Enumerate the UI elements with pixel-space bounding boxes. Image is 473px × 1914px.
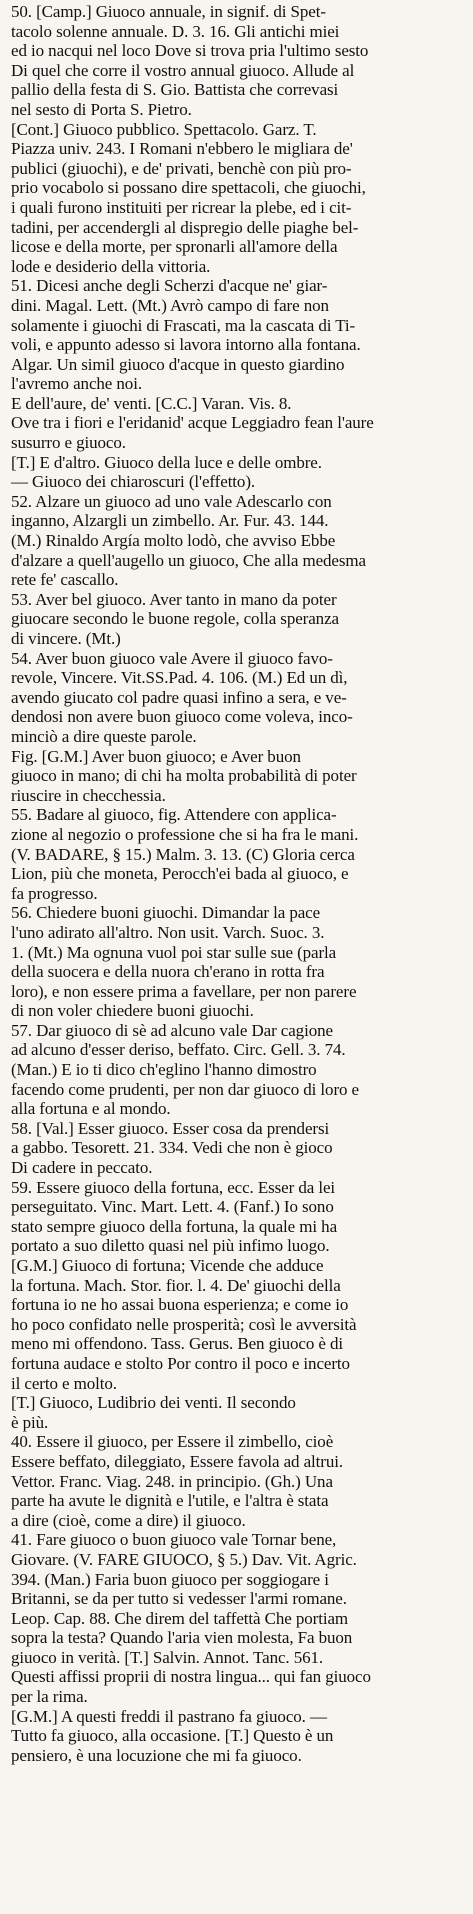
text-line: pensiero, è una locuzione che mi fa giuoco. (11, 1745, 302, 1765)
text-line: Algar. Un simil giuoco d'acque in questo giardino (11, 354, 345, 374)
text-line: loro), e non essere prima a favellare, per non parere (11, 981, 357, 1001)
text-line: [G.M.] Giuoco di fortuna; Vicende che adduce (11, 1256, 324, 1275)
text-line: facendo come prudenti, per non dar giuoco di loro e (11, 1079, 359, 1099)
text-line: avendo giucato col padre quasi infino a sera, e ve- (11, 687, 347, 707)
text-line: Essere beffato, dileggiato, Essere favola ad altrui. (11, 1451, 343, 1471)
text-line: 54. Aver buon giuoco vale Avere il giuoco favo- (11, 648, 333, 668)
text-line: prio vocabolo si possano dire spettacoli, che giuochi, (11, 178, 366, 198)
text-line: dendosi non avere buon giuoco come voleva, inco- (11, 707, 353, 727)
text-line: per la rima. (11, 1687, 88, 1707)
text-line: susurro e giuoco. (11, 433, 126, 453)
text-line: E dell'aure, de' venti. [C.C.] Varan. Vis. 8. (11, 393, 292, 413)
text-line: (V. BADARE, § 15.) Malm. 3. 13. (C) Gloria cerca (11, 844, 355, 864)
text-line: l'avremo anche noi. (11, 374, 142, 394)
text-line: voli, e appunto adesso si lavora intorno alla fontana. (11, 335, 361, 355)
text-line: meno mi offendono. Tass. Gerus. Ben giuoco è di (11, 1334, 344, 1354)
text-line: Ove tra i fiori e l'eridanid' acque Leggiadro fean l'aure (11, 413, 374, 433)
text-line: 55. Badare al giuoco, fig. Attendere con applica- (11, 805, 337, 825)
text-line: revole, Vincere. Vit.SS.Pad. 4. 106. (M.) Ed un dì, (11, 668, 348, 688)
text-line: pallio della festa di S. Gio. Battista che correvasi (11, 80, 339, 100)
text-line: lode e desiderio della vittoria. (11, 256, 211, 276)
text-line: della suocera e della nuora ch'erano in rotta fra (11, 962, 325, 982)
text-line: è più. (11, 1412, 49, 1432)
text-line: il certo e molto. (11, 1373, 117, 1393)
text-line: la fortuna. Mach. Stor. fior. l. 4. De' giuochi della (11, 1275, 341, 1295)
text-line: nel sesto di Porta S. Pietro. (11, 99, 192, 119)
text-line: minciò a dire queste parole. (11, 726, 197, 746)
text-line: 59. Essere giuoco della fortuna, ecc. Esser da lei (11, 1177, 336, 1197)
text-line: ad alcuno d'esser deriso, beffato. Circ. Gell. 3. 74. (11, 1040, 346, 1060)
text-line: zione al negozio o professione che si ha fra le mani. (11, 824, 359, 844)
text-line: Giovare. (V. FARE GIUOCO, § 5.) Dav. Vit. Agric. (11, 1549, 357, 1569)
text-line: Vettor. Franc. Viag. 248. in principio. (Gh.) Una (11, 1471, 333, 1491)
text-line: 57. Dar giuoco di sè ad alcuno vale Dar cagione (11, 1020, 333, 1040)
text-line: Lion, più che moneta, Perocch'ei bada al giuoco, e (11, 864, 349, 884)
text-line: fortuna io ne ho assai buona esperienza; e come io (11, 1295, 349, 1315)
text-line: fortuna audace e stolto Por contro il poco e incerto (11, 1353, 350, 1373)
text-line: tacolo solenne annuale. D. 3. 16. Gli antichi miei (11, 21, 340, 41)
text-line: (Man.) E io ti dico ch'eglino l'hanno dimostro (11, 1060, 317, 1080)
text-line: 41. Fare giuoco o buon giuoco vale Tornar bene, (11, 1530, 337, 1550)
text-line: rete fe' cascallo. (11, 570, 119, 590)
text-line: di non voler chiedere buoni giuochi. (11, 1001, 254, 1021)
text-line: giuoco in mano; di chi ha molta probabilità di poter (11, 766, 357, 786)
text-line: 58. [Val.] Esser giuoco. Esser cosa da prendersi (11, 1118, 330, 1138)
text-line: di vincere. (Mt.) (11, 629, 121, 648)
text-line: riuscire in checchessia. (11, 785, 166, 805)
text-line: ed io nacqui nel loco Dove si trova pria l'ultimo sesto (11, 41, 369, 61)
text-line: [T.] Giuoco, Ludibrio dei venti. Il secondo (11, 1393, 296, 1413)
text-line: Di cadere in peccato. (11, 1158, 153, 1178)
text-line: alla fortuna e al mondo. (11, 1099, 171, 1119)
text-line: perseguitato. Vinc. Mart. Lett. 4. (Fanf.) Io sono (11, 1197, 334, 1217)
text-line: ho poco confidato nelle prosperità; così le avversità (11, 1314, 357, 1334)
text-line: 53. Aver bel giuoco. Aver tanto in mano da poter (11, 589, 337, 609)
text-line: Fig. [G.M.] Aver buon giuoco; e Aver buon (11, 746, 301, 766)
text-line: giuocare secondo le buone regole, colla speranza (11, 609, 339, 629)
text-line: Piazza univ. 243. I Romani n'ebbero le migliara de' (11, 139, 353, 159)
text-line: 50. [Camp.] Giuoco annuale, in signif. di Spet- (11, 2, 326, 21)
text-line: licose e della morte, per spronarli all'amore della (11, 237, 338, 257)
text-line: inganno, Alzargli un zimbello. Ar. Fur. 43. 144. (11, 511, 329, 531)
text-line: Leop. Cap. 88. Che direm del taffettà Che portiam (11, 1608, 349, 1628)
text-line: parte ha avute le dignità e l'utile, e l'altra è stata (11, 1491, 329, 1511)
text-line: fa progresso. (11, 883, 98, 903)
text-line: Tutto fa giuoco, alla occasione. [T.] Questo è un (11, 1726, 334, 1746)
text-line: portato a suo diletto quasi nel più infimo luogo. (11, 1236, 330, 1256)
text-line: [Cont.] Giuoco pubblico. Spettacolo. Garz. T. (11, 119, 317, 139)
text-line: Di quel che corre il vostro annual giuoco. Allude al (11, 60, 355, 80)
text-line: a gabbo. Tesorett. 21. 334. Vedi che non è gioco (11, 1138, 333, 1158)
text-line: (M.) Rinaldo Argía molto lodò, che avviso Ebbe (11, 531, 336, 551)
text-line: — Giuoco dei chiaroscuri (l'effetto). (11, 472, 256, 492)
text-line: [G.M.] A questi freddi il pastrano fa giuoco. — (11, 1706, 327, 1726)
text-line: 56. Chiedere buoni giuochi. Dimandar la pace (11, 903, 321, 923)
text-line: a dire (cioè, come a dire) il giuoco. (11, 1510, 246, 1530)
text-line: 1. (Mt.) Ma ognuna vuol poi star sulle sue (parla (11, 942, 337, 962)
text-line: giuoco in verità. [T.] Salvin. Annot. Tanc. 561. (11, 1647, 324, 1667)
text-line: dini. Magal. Lett. (Mt.) Avrò campo di fare non (11, 295, 329, 315)
text-line: stato sempre giuoco della fortuna, la quale mi ha (11, 1216, 338, 1236)
text-line: Questi affissi proprii di nostra lingua... qui fan giuoco (11, 1667, 371, 1687)
text-line: [T.] E d'altro. Giuoco della luce e delle ombre. (11, 452, 322, 472)
text-line: sopra la testa? Quando l'aria vien molesta, Fa buon (11, 1628, 353, 1648)
text-line: Britanni, se da per tutto si vedesser l'armi romane. (11, 1589, 347, 1609)
text-line: 51. Dicesi anche degli Scherzi d'acque ne' giar- (11, 276, 328, 296)
text-line: tadini, per accendergli al dispregio delle piaghe bel- (11, 217, 359, 237)
text-line: 52. Alzare un giuoco ad uno vale Adescarlo con (11, 491, 332, 511)
text-line: 394. (Man.) Faria buon giuoco per soggiogare i (11, 1569, 329, 1589)
text-line: l'uno adirato all'altro. Non usit. Varch. Suoc. 3. (11, 922, 325, 942)
text-line: d'alzare a quell'augello un giuoco, Che alla medesma (11, 550, 366, 570)
text-line: publici (giuochi), e de' privati, benchè con più pro- (11, 158, 352, 178)
text-line: i quali furono instituiti per ricrear la plebe, ed i cit- (11, 197, 352, 217)
text-line: 40. Essere il giuoco, per Essere il zimbello, cioè (11, 1432, 334, 1452)
text-line: solamente i giuochi di Frascati, ma la cascata di Ti- (11, 315, 356, 335)
